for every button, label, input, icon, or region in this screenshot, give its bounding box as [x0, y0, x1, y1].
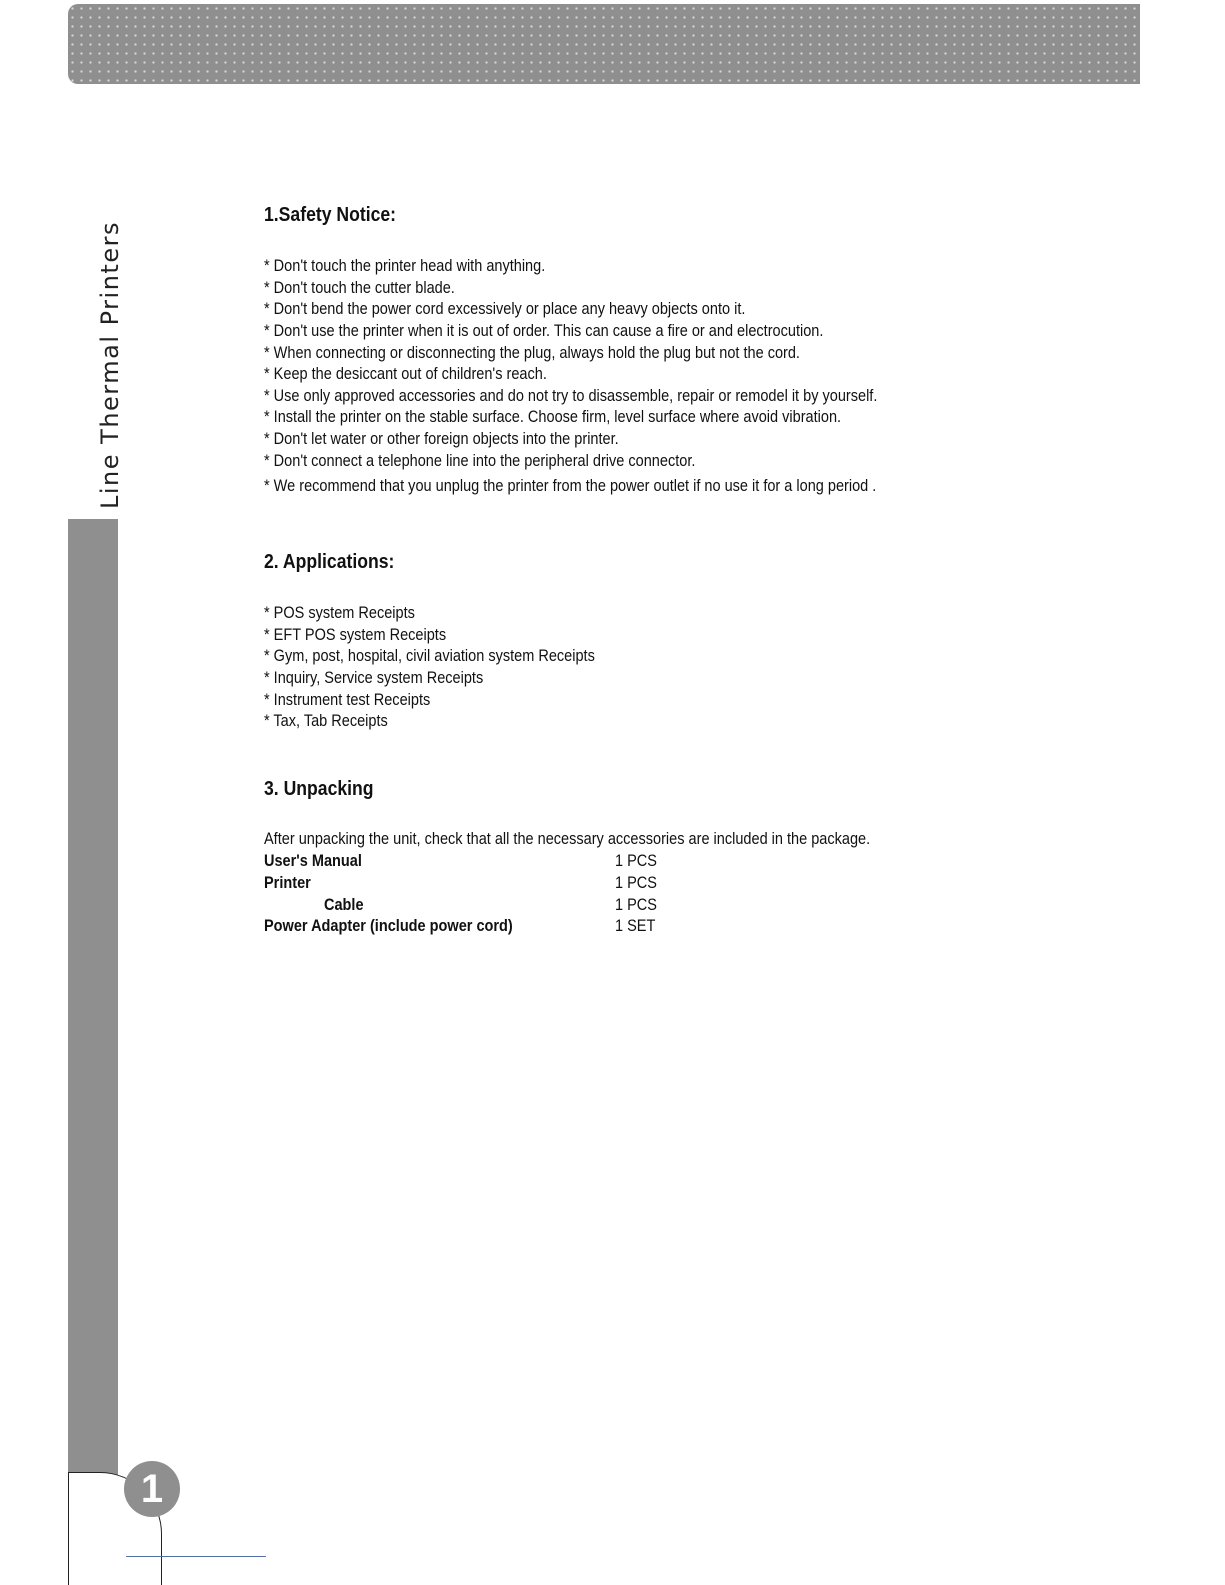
package-item-qty: 1 PCS [615, 874, 657, 892]
footer-rule [126, 1556, 266, 1557]
application-item: * Inquiry, Service system Receipts [264, 669, 484, 687]
safety-item: * Don't touch the printer head with anything. [264, 257, 546, 275]
safety-item: * Don't touch the cutter blade. [264, 279, 455, 297]
package-item-qty: 1 SET [615, 917, 656, 935]
unpacking-heading: 3. Unpacking [264, 778, 374, 800]
safety-item: * Use only approved accessories and do not try to disassemble, repair or remodel it by yourself. [264, 387, 878, 405]
safety-item: * Don't connect a telephone line into the peripheral drive connector. [264, 452, 696, 470]
package-item-name: Cable [324, 896, 364, 914]
safety-item: * Don't use the printer when it is out of order. This can cause a fire or and electrocution. [264, 322, 824, 340]
safety-item: * Don't let water or other foreign objects into the printer. [264, 430, 619, 448]
page-number: 1 [124, 1461, 180, 1517]
side-section-label: Line Thermal Printers [96, 221, 124, 509]
unpacking-intro: After unpacking the unit, check that all the necessary accessories are included in the package. [264, 830, 871, 848]
application-item: * EFT POS system Receipts [264, 626, 447, 644]
package-item-qty: 1 PCS [615, 852, 657, 870]
safety-item: * We recommend that you unplug the printer from the power outlet if no use it for a long period . [264, 477, 877, 495]
package-item-name: Power Adapter (include power cord) [264, 917, 513, 935]
safety-item: * Don't bend the power cord excessively or place any heavy objects onto it. [264, 300, 746, 318]
application-item: * Tax, Tab Receipts [264, 712, 388, 730]
application-item: * Instrument test Receipts [264, 691, 431, 709]
package-item-name: Printer [264, 874, 311, 892]
package-item-qty: 1 PCS [615, 896, 657, 914]
side-gray-bar [68, 519, 118, 1585]
safety-heading: 1.Safety Notice: [264, 204, 397, 226]
safety-item: * Keep the desiccant out of children's reach. [264, 365, 547, 383]
application-item: * Gym, post, hospital, civil aviation system Receipts [264, 647, 595, 665]
application-item: * POS system Receipts [264, 604, 415, 622]
safety-item: * When connecting or disconnecting the plug, always hold the plug but not the cord. [264, 344, 800, 362]
header-dotted-band [68, 4, 1140, 84]
package-item-name: User's Manual [264, 852, 362, 870]
applications-heading: 2. Applications: [264, 551, 395, 573]
safety-item: * Install the printer on the stable surface. Choose firm, level surface where avoid vibration. [264, 408, 842, 426]
